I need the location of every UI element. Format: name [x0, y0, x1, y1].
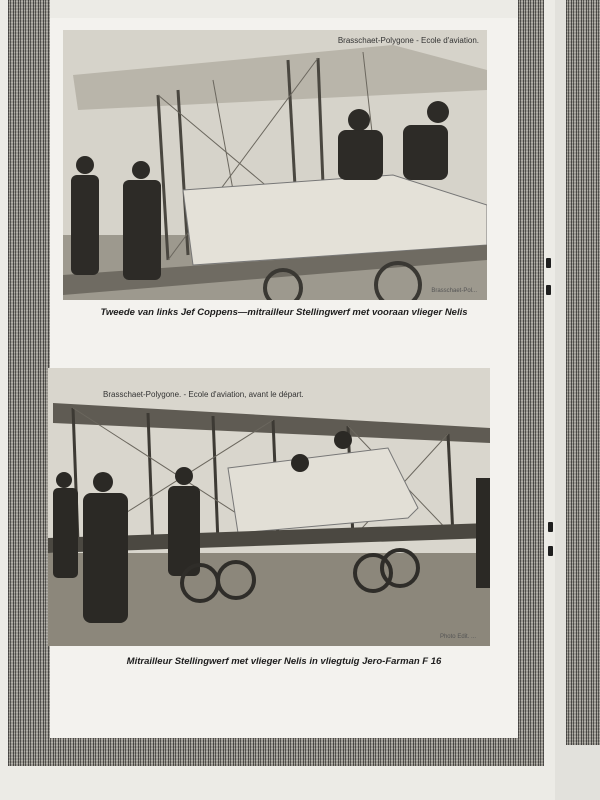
photo-bottom-heading: Brasschaet-Polygone. - Ecole d'aviation, avant le départ. [103, 390, 304, 399]
biplane-photo-illustration [63, 30, 487, 300]
bottom-margin-texture [8, 738, 544, 766]
binding-mark [548, 546, 553, 556]
photo-bottom [48, 368, 490, 646]
binding-mark [546, 258, 551, 268]
photo-top-credit: Brasschaet-Pol... [431, 288, 477, 294]
adjacent-page-texture [566, 0, 600, 745]
photo-bottom-caption: Mitrailleur Stellingwerf met vlieger Nelis in vliegtuig Jero-Farman F 16 [126, 656, 442, 667]
photo-top-caption: Tweede van links Jef Coppens—mitrailleur Stellingwerf met vooraan vlieger Nelis [100, 307, 468, 318]
binding-mark [546, 285, 551, 295]
binding-mark [548, 522, 553, 532]
photo-top-heading: Brasschaet-Polygone - Ecole d'aviation. [337, 36, 479, 45]
photo-top [63, 30, 487, 300]
biplane-photo-illustration [48, 368, 490, 646]
right-margin-texture [518, 0, 544, 760]
left-margin-texture [8, 0, 50, 760]
photo-bottom-credit: Photo Edit. ... [439, 634, 476, 640]
